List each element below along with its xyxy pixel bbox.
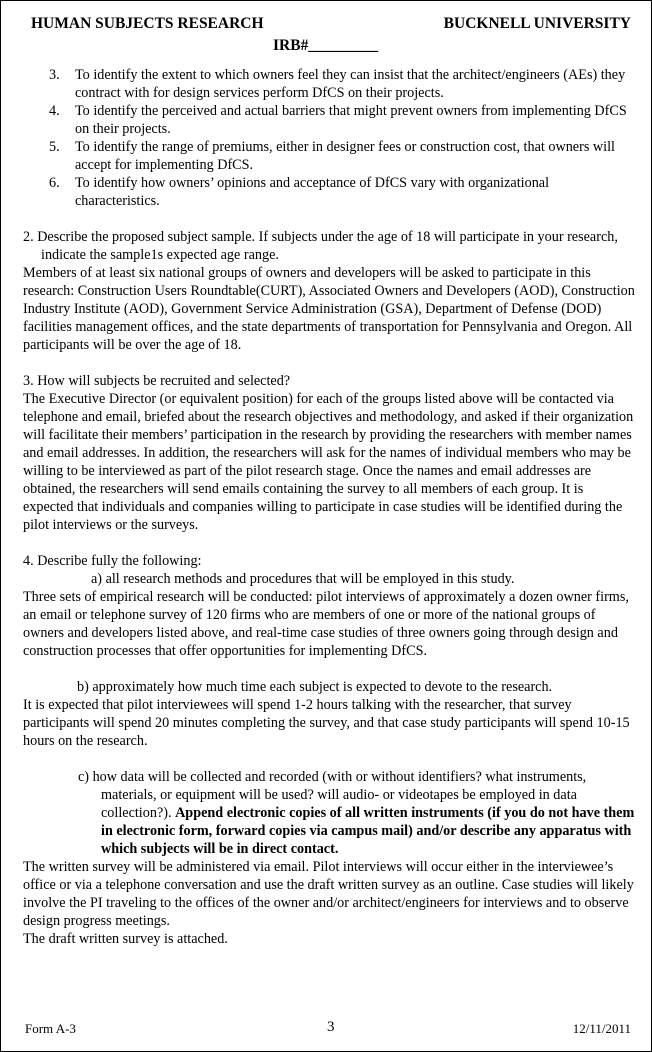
list-item bbox=[23, 102, 637, 138]
list-item-number: 3. bbox=[49, 67, 60, 83]
q4b-question: b) approximately how much time each subject is expected to devote to the research. bbox=[77, 679, 553, 695]
q4c-bold-instruction: Append electronic copies of all written instruments (if you do not have them in electronic form, forward copies via campus mail) and/or describe any apparatus with which subjects will be in direct contact. bbox=[101, 805, 635, 857]
goals-list bbox=[23, 66, 637, 210]
q4c-question-text: c) how data will be collected and recorded (with or without identifiers? what instruments, materials, or equipment will be used? will audio- or videotapes be employed in data collection?). bbox=[78, 769, 587, 821]
list-item-number: 4. bbox=[49, 103, 60, 119]
q4-question: 4. Describe fully the following: bbox=[23, 553, 202, 569]
page-body bbox=[23, 66, 637, 948]
list-item-number: 5. bbox=[49, 139, 60, 155]
footer-form-id: Form A-3 bbox=[25, 1021, 76, 1036]
list-item bbox=[23, 66, 637, 102]
section-q4 bbox=[23, 552, 637, 948]
q3-answer: The Executive Director (or equivalent position) for each of the groups listed above will be contacted via telephone and email, briefed about the research objectives and methodology, and asked if their organization will facilitate their members’ participation in the research by providing the researchers with member names and email addresses. In addition, the researchers will ask for the names of individual members who may be willing to be interviewed as part of the pilot research stage. Once the names and email addresses are obtained, the researchers will send emails containing the survey to all members of each group. It is expected that individuals and companies willing to participate in case studies will be identified during the pilot interviews or the surveys. bbox=[23, 391, 634, 533]
q4a-answer: Three sets of empirical research will be conducted: pilot interviews of approximately a dozen owner firms, an email or telephone survey of 120 firms who are members of one or more of the national groups of owners and developers listed above, and real-time case studies of three owners going through design and construction processes that offer opportunities for implementing DfCS. bbox=[23, 589, 629, 659]
q4a-question: a) all research methods and procedures that will be employed in this study. bbox=[91, 571, 515, 587]
q4c-answer: The written survey will be administered via email. Pilot interviews will occur either in the interviewee’s office or via a telephone conversation and use the draft written survey as an outline. Case studies will likely involve the PI traveling to the offices of the owner and/or architect/engineers for interviews and to observe design progress meetings. bbox=[23, 859, 634, 929]
q2-question: 2. Describe the proposed subject sample. If subjects under the age of 18 will participate in your research, indicate the sample1s expected age range. bbox=[23, 229, 618, 263]
list-item bbox=[23, 174, 637, 210]
list-item-text: To identify the perceived and actual barriers that might prevent owners from implementing DfCS on their projects. bbox=[75, 103, 627, 137]
list-item-text: To identify the extent to which owners feel they can insist that the architect/engineers (AEs) they contract with for design services perform DfCS on their projects. bbox=[75, 67, 626, 101]
section-q3 bbox=[23, 372, 637, 534]
list-item-number: 6. bbox=[49, 175, 60, 191]
header-irb-number: IRB#_________ bbox=[273, 37, 379, 54]
list-item-text: To identify how owners’ opinions and acceptance of DfCS vary with organizational characteristics. bbox=[75, 175, 550, 209]
header-left-title: HUMAN SUBJECTS RESEARCH bbox=[31, 15, 264, 32]
q3-question: 3. How will subjects be recruited and selected? bbox=[23, 373, 291, 389]
list-item bbox=[23, 138, 637, 174]
q4c-question bbox=[23, 768, 637, 858]
q2-answer: Members of at least six national groups of owners and developers will be asked to participate in this research: Construction Users Roundtable(CURT), Associated Owners and Developers (AOD), Construction Industry Institute (AOD), Government Service Administration (GSA), Department of Defense (DOD) facilities management offices, and the state departments of transportation for Pennsylvania and Oregon. All participants will be over the age of 18. bbox=[23, 265, 635, 353]
q4c-answer-attachment: The draft written survey is attached. bbox=[23, 931, 228, 947]
list-item-text: To identify the range of premiums, either in designer fees or construction cost, that owners will accept for implementing DfCS. bbox=[75, 139, 615, 173]
footer-page-number: 3 bbox=[327, 1019, 335, 1035]
header-right-title: BUCKNELL UNIVERSITY bbox=[443, 15, 631, 32]
section-q2 bbox=[23, 228, 637, 354]
footer-date: 12/11/2011 bbox=[572, 1021, 631, 1036]
q4b-answer: It is expected that pilot interviewees will spend 1-2 hours talking with the researcher, that survey participants will spend 20 minutes completing the survey, and that case study participants will spend 10-15 hours on the research. bbox=[23, 697, 630, 749]
